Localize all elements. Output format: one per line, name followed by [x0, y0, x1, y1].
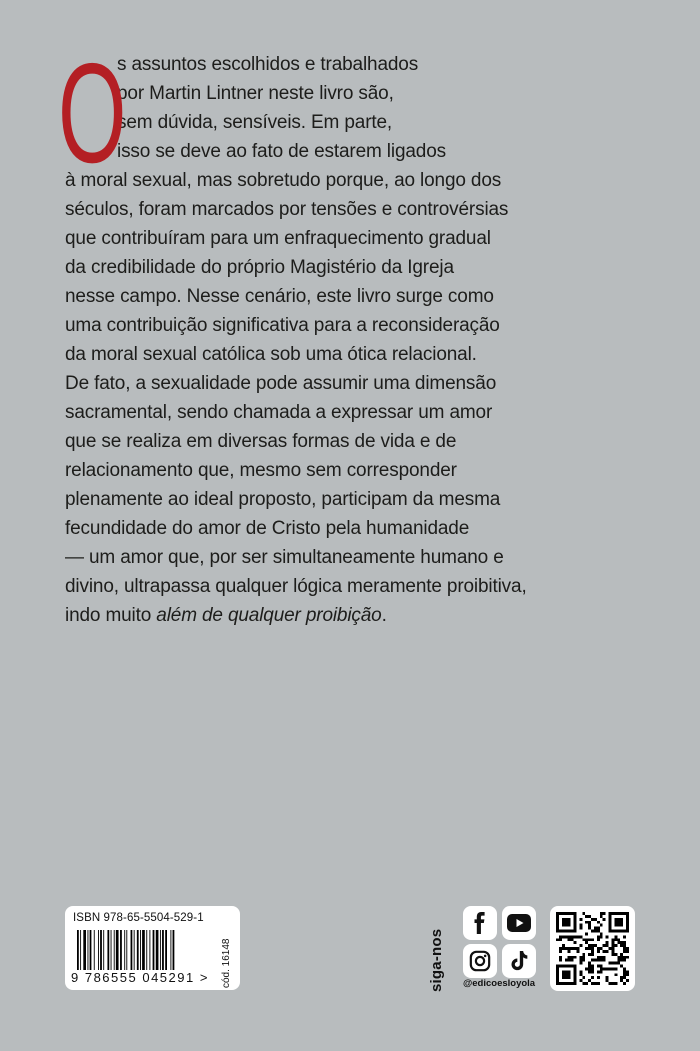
blurb-line: isso se deve ao fato de estarem ligados [117, 141, 446, 162]
blurb-line: relacionamento que, mesmo sem corresponder [65, 460, 457, 481]
barcode-image [73, 930, 213, 974]
follow-us-label: siga-nos [428, 928, 445, 992]
blurb-line: divino, ultrapassa qualquer lógica meramente proibitiva, [65, 576, 527, 597]
blurb-line: que se realiza em diversas formas de vida e de [65, 431, 457, 452]
blurb-italic-phrase: além de qualquer proibição [156, 605, 382, 626]
blurb-line: fecundidade do amor de Cristo pela humanidade [65, 518, 470, 539]
blurb-line: por Martin Lintner neste livro são, [117, 83, 394, 104]
blurb-line: séculos, foram marcados por tensões e controvérsias [65, 199, 509, 220]
blurb-line: da credibilidade do próprio Magistério da Igreja [65, 257, 454, 278]
blurb-text [58, 34, 585, 630]
qr-code-box[interactable] [550, 906, 635, 991]
social-handle[interactable]: @edicoesloyola [463, 978, 536, 989]
blurb-last-start: indo muito [65, 605, 157, 626]
blurb-line: plenamente ao ideal proposto, participam da mesma [65, 489, 501, 510]
blurb-line: s assuntos escolhidos e trabalhados [117, 54, 419, 75]
isbn-barcode-box [65, 906, 240, 990]
instagram-icon[interactable] [463, 944, 497, 978]
blurb-line: da moral sexual católica sob uma ótica relacional. [65, 344, 477, 365]
blurb-line: nesse campo. Nesse cenário, este livro surge como [65, 286, 494, 307]
blurb-line: uma contribuição significativa para a reconsideração [65, 315, 500, 336]
blurb-line: sem dúvida, sensíveis. Em parte, [117, 112, 393, 133]
product-code: cód. 16148 [221, 938, 232, 988]
qr-code-image [556, 912, 629, 985]
youtube-icon[interactable] [502, 906, 536, 940]
barcode-digits: 9 786555 045291 > [71, 970, 209, 985]
blurb-last-end: . [381, 605, 387, 626]
blurb-line: sacramental, sendo chamada a expressar um amor [65, 402, 493, 423]
blurb-line: à moral sexual, mas sobretudo porque, ao longo dos [65, 170, 502, 191]
blurb-line: — um amor que, por ser simultaneamente humano e [65, 547, 504, 568]
isbn-label: ISBN 978-65-5504-529-1 [73, 912, 204, 924]
drop-cap: O [58, 34, 127, 193]
blurb-line: De fato, a sexualidade pode assumir uma dimensão [65, 373, 497, 394]
blurb-last-line [65, 601, 585, 630]
blurb-line: que contribuíram para um enfraquecimento gradual [65, 228, 491, 249]
facebook-icon[interactable] [463, 906, 497, 940]
tiktok-icon[interactable] [502, 944, 536, 978]
